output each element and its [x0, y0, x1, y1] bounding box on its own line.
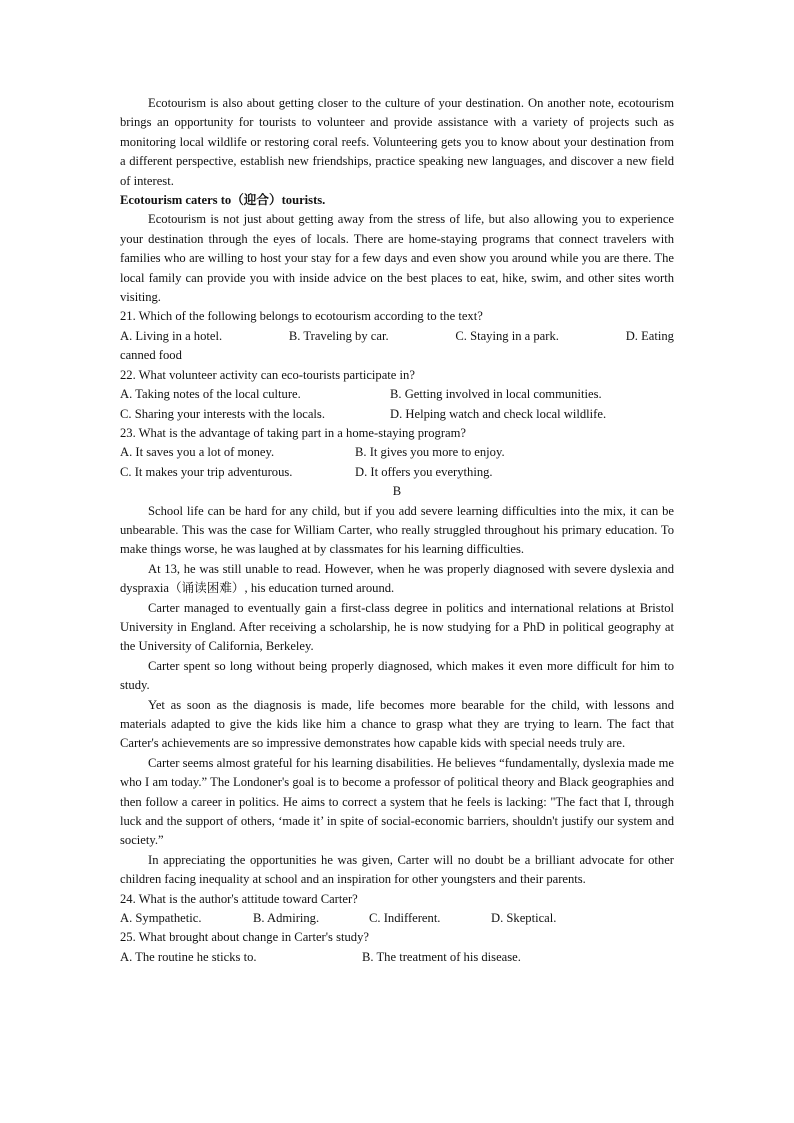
question-23-options-row1: [120, 443, 674, 462]
q23-option-c: C. It makes your trip adventurous.: [120, 464, 293, 479]
section-heading: Ecotourism caters to（迎合）tourists.: [120, 193, 326, 208]
q24-option-c: C. Indifferent.: [369, 911, 441, 926]
document-page: [120, 94, 674, 967]
question-24-options: [120, 909, 674, 928]
q25-option-a: A. The routine he sticks to.: [120, 949, 257, 964]
q21-option-d: D. Eating: [625, 328, 674, 343]
q24-option-b: B. Admiring.: [253, 911, 320, 926]
q24-option-a: A. Sympathetic.: [120, 911, 202, 926]
passage-b-paragraph-3: Carter managed to eventually gain a first-class degree in politics and international relations at Bristol University in England. After receiving a scholarship, he is now studying for a PhD in political geography at the University of California, Berkeley.: [120, 600, 674, 654]
q21-option-b: B. Traveling by car.: [288, 328, 389, 343]
q22-option-a: A. Taking notes of the local culture.: [120, 387, 301, 402]
passage-b-paragraph-7: In appreciating the opportunities he was given, Carter will no doubt be a brilliant advocate for other children facing inequality at school and an inspiration for other youngsters and their parents.: [120, 852, 674, 887]
q22-option-c: C. Sharing your interests with the locals.: [120, 406, 325, 421]
question-22-options-row1: [120, 385, 674, 404]
passage-b-paragraph-4: Carter spent so long without being properly diagnosed, which makes it even more difficult for him to study.: [120, 658, 674, 693]
question-23-stem: 23. What is the advantage of taking part in a home-staying program?: [120, 425, 466, 440]
question-24-stem: 24. What is the author's attitude toward Carter?: [120, 891, 358, 906]
question-22-options-row2: [120, 405, 674, 424]
question-21-options: [120, 327, 674, 346]
passage-b-paragraph-1: School life can be hard for any child, but if you add severe learning difficulties into the mix, it can be unbearable. This was the case for William Carter, who really struggled throughout his primary education. To make things worse, he was laughed at by classmates for his learning difficulties.: [120, 503, 674, 557]
passage-b-label: B: [392, 484, 402, 499]
question-21-stem: 21. Which of the following belongs to ecotourism according to the text?: [120, 309, 483, 324]
passage-a-paragraph-2: Ecotourism is not just about getting away from the stress of life, but also allowing you to experience your destination through the eyes of locals. There are home-staying programs that connect travelers with families who are willing to host your stay for a few days and even show you around while you are there. The local family can provide you with inside advice on the best places to eat, hike, swim, and other sites worth visiting.: [120, 212, 674, 305]
q24-option-d: D. Skeptical.: [491, 911, 557, 926]
q22-option-b: B. Getting involved in local communities.: [390, 387, 602, 402]
question-23-options-row2: [120, 463, 674, 482]
q21-option-c: C. Staying in a park.: [455, 328, 559, 343]
passage-a-paragraph-1: Ecotourism is also about getting closer to the culture of your destination. On another note, ecotourism brings an opportunity for tourists to volunteer and provide assistance with a variety of projects such as monitoring local wildlife or restoring coral reefs. Volunteering gets you to know about your destination from a different perspective, establish new friendships, practice speaking new languages, and discover a new field of interest.: [120, 96, 674, 188]
question-22-stem: 22. What volunteer activity can eco-tourists participate in?: [120, 367, 415, 382]
question-25-options-row1: [120, 948, 674, 967]
question-25-stem: 25. What brought about change in Carter's study?: [120, 930, 369, 945]
passage-b-paragraph-2: At 13, he was still unable to read. However, when he was properly diagnosed with severe dyslexia and dyspraxia（诵读困难）, his education turned around.: [120, 561, 674, 596]
passage-b-paragraph-5: Yet as soon as the diagnosis is made, life becomes more bearable for the child, with lessons and materials adapted to give the kids like him a chance to grasp what they are trying to learn. The fact that Carter's achievements are so impressive demonstrates how capable kids with special needs truly are.: [120, 697, 674, 751]
q25-option-b: B. The treatment of his disease.: [362, 949, 521, 964]
q23-option-d: D. It offers you everything.: [355, 464, 493, 479]
q23-option-b: B. It gives you more to enjoy.: [355, 445, 505, 460]
q21-option-d-continued: canned food: [120, 348, 182, 363]
passage-b-paragraph-6: Carter seems almost grateful for his learning disabilities. He believes “fundamentally, dyslexia made me who I am today.” The Londoner's goal is to become a professor of political theory and Black geographies and then follow a career in politics. He aims to correct a system that he feels is lacking: "The fact that I, through luck and the support of others, ‘made it’ in spite of social-economic barriers, shouldn't justify our system and society.”: [120, 755, 674, 848]
q22-option-d: D. Helping watch and check local wildlife.: [390, 406, 607, 421]
q21-option-a: A. Living in a hotel.: [120, 328, 223, 343]
q23-option-a: A. It saves you a lot of money.: [120, 445, 275, 460]
